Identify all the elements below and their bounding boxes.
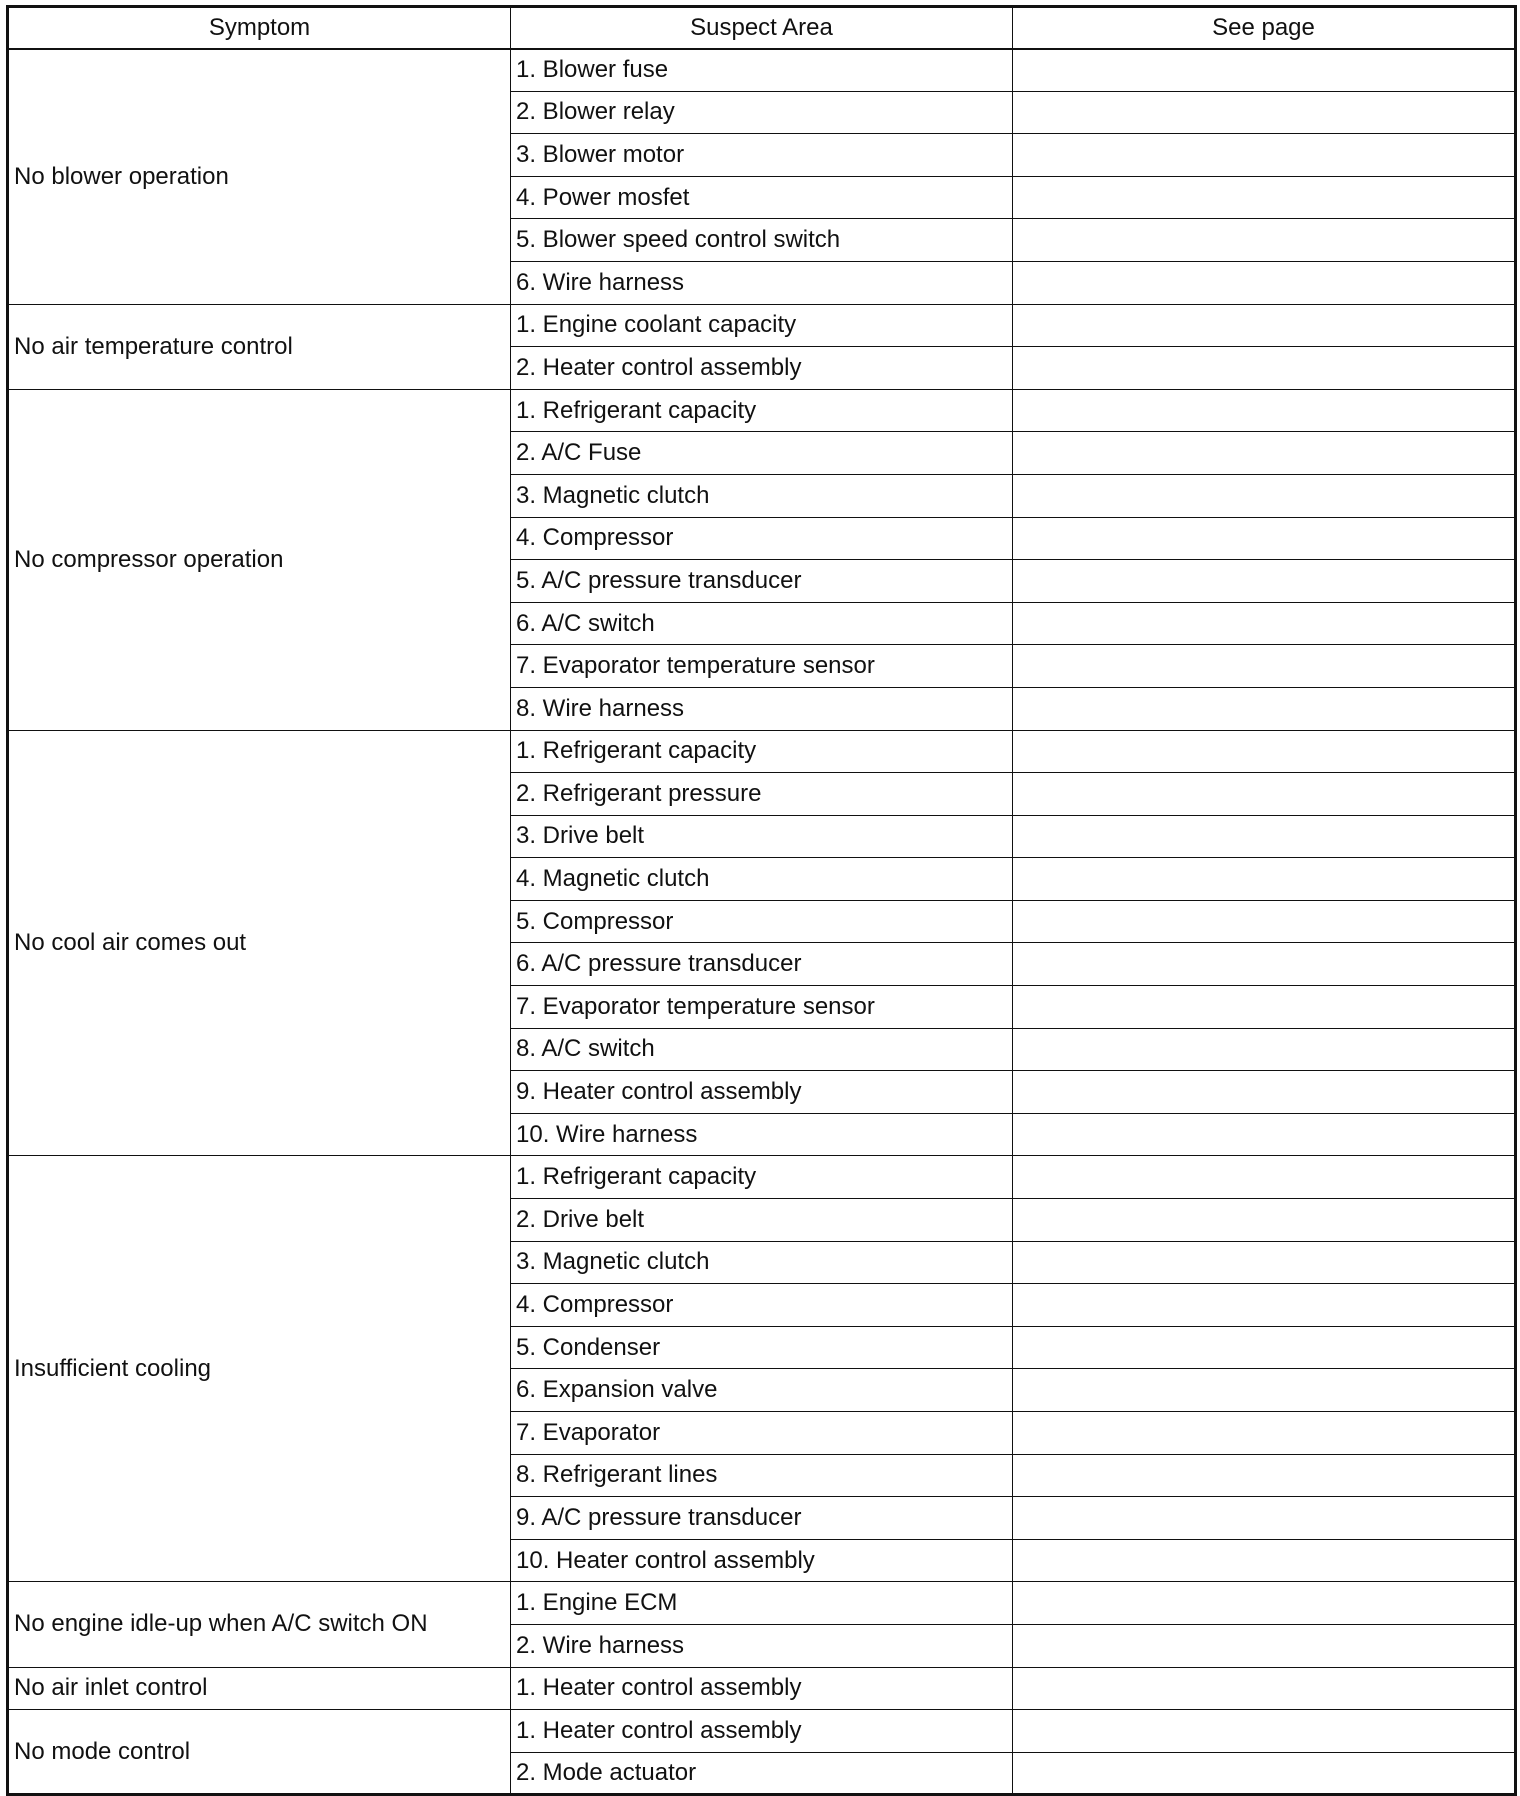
see-page-cell (1013, 1241, 1516, 1284)
suspect-area-cell: 8. A/C switch (511, 1028, 1013, 1071)
see-page-cell (1013, 1412, 1516, 1455)
table-row (8, 49, 1516, 92)
see-page-cell (1013, 49, 1516, 92)
suspect-area-cell: 4. Magnetic clutch (511, 858, 1013, 901)
suspect-area-cell: 1. Heater control assembly (511, 1667, 1013, 1710)
suspect-area-cell: 10. Wire harness (511, 1113, 1013, 1156)
see-page-cell (1013, 1752, 1516, 1795)
suspect-area-cell: 1. Refrigerant capacity (511, 389, 1013, 432)
see-page-cell (1013, 1113, 1516, 1156)
table-row (8, 304, 1516, 347)
see-page-cell (1013, 858, 1516, 901)
suspect-area-cell: 7. Evaporator temperature sensor (511, 645, 1013, 688)
symptom-cell: No compressor operation (8, 389, 511, 730)
see-page-cell (1013, 432, 1516, 475)
see-page-cell (1013, 1284, 1516, 1327)
header-see-page: See page (1013, 7, 1516, 49)
suspect-area-cell: 5. Condenser (511, 1326, 1013, 1369)
see-page-cell (1013, 134, 1516, 177)
see-page-cell (1013, 1582, 1516, 1625)
suspect-area-cell: 4. Compressor (511, 517, 1013, 560)
see-page-cell (1013, 730, 1516, 773)
suspect-area-cell: 1. Refrigerant capacity (511, 730, 1013, 773)
suspect-area-cell: 6. Expansion valve (511, 1369, 1013, 1412)
table-header (8, 7, 1516, 49)
suspect-area-cell: 5. A/C pressure transducer (511, 560, 1013, 603)
suspect-area-cell: 3. Magnetic clutch (511, 1241, 1013, 1284)
suspect-area-cell: 8. Wire harness (511, 687, 1013, 730)
see-page-cell (1013, 474, 1516, 517)
see-page-cell (1013, 219, 1516, 262)
table-row (8, 1710, 1516, 1753)
see-page-cell (1013, 1624, 1516, 1667)
see-page-cell (1013, 986, 1516, 1029)
see-page-cell (1013, 304, 1516, 347)
suspect-area-cell: 4. Compressor (511, 1284, 1013, 1327)
see-page-cell (1013, 1454, 1516, 1497)
table-body (8, 49, 1516, 1795)
table-row (8, 1156, 1516, 1199)
symptom-cell: No air temperature control (8, 304, 511, 389)
see-page-cell (1013, 176, 1516, 219)
header-suspect-area: Suspect Area (511, 7, 1013, 49)
suspect-area-cell: 2. A/C Fuse (511, 432, 1013, 475)
header-symptom: Symptom (8, 7, 511, 49)
suspect-area-cell: 7. Evaporator (511, 1412, 1013, 1455)
suspect-area-cell: 1. Engine ECM (511, 1582, 1013, 1625)
see-page-cell (1013, 389, 1516, 432)
suspect-area-cell: 2. Drive belt (511, 1199, 1013, 1242)
symptom-cell: No engine idle-up when A/C switch ON (8, 1582, 511, 1667)
suspect-area-cell: 2. Heater control assembly (511, 347, 1013, 390)
table-row (8, 1667, 1516, 1710)
see-page-cell (1013, 1071, 1516, 1114)
see-page-cell (1013, 645, 1516, 688)
troubleshooting-table (6, 5, 1517, 1796)
suspect-area-cell: 1. Heater control assembly (511, 1710, 1013, 1753)
suspect-area-cell: 2. Wire harness (511, 1624, 1013, 1667)
symptom-cell: No cool air comes out (8, 730, 511, 1156)
suspect-area-cell: 1. Blower fuse (511, 49, 1013, 92)
see-page-cell (1013, 517, 1516, 560)
suspect-area-cell: 1. Refrigerant capacity (511, 1156, 1013, 1199)
see-page-cell (1013, 1667, 1516, 1710)
see-page-cell (1013, 773, 1516, 816)
see-page-cell (1013, 1156, 1516, 1199)
suspect-area-cell: 5. Compressor (511, 900, 1013, 943)
see-page-cell (1013, 261, 1516, 304)
header-row (8, 7, 1516, 49)
symptom-cell: No air inlet control (8, 1667, 511, 1710)
see-page-cell (1013, 1497, 1516, 1540)
see-page-cell (1013, 900, 1516, 943)
suspect-area-cell: 7. Evaporator temperature sensor (511, 986, 1013, 1029)
suspect-area-cell: 5. Blower speed control switch (511, 219, 1013, 262)
table-row (8, 730, 1516, 773)
suspect-area-cell: 6. A/C pressure transducer (511, 943, 1013, 986)
suspect-area-cell: 2. Blower relay (511, 91, 1013, 134)
symptom-cell: No blower operation (8, 49, 511, 305)
suspect-area-cell: 9. A/C pressure transducer (511, 1497, 1013, 1540)
suspect-area-cell: 4. Power mosfet (511, 176, 1013, 219)
suspect-area-cell: 2. Refrigerant pressure (511, 773, 1013, 816)
see-page-cell (1013, 91, 1516, 134)
symptom-cell: Insufficient cooling (8, 1156, 511, 1582)
see-page-cell (1013, 1539, 1516, 1582)
see-page-cell (1013, 347, 1516, 390)
suspect-area-cell: 8. Refrigerant lines (511, 1454, 1013, 1497)
see-page-cell (1013, 1028, 1516, 1071)
suspect-area-cell: 2. Mode actuator (511, 1752, 1013, 1795)
suspect-area-cell: 10. Heater control assembly (511, 1539, 1013, 1582)
table-row (8, 389, 1516, 432)
suspect-area-cell: 3. Magnetic clutch (511, 474, 1013, 517)
suspect-area-cell: 6. Wire harness (511, 261, 1013, 304)
see-page-cell (1013, 687, 1516, 730)
see-page-cell (1013, 943, 1516, 986)
see-page-cell (1013, 602, 1516, 645)
suspect-area-cell: 1. Engine coolant capacity (511, 304, 1013, 347)
see-page-cell (1013, 560, 1516, 603)
see-page-cell (1013, 1326, 1516, 1369)
see-page-cell (1013, 815, 1516, 858)
see-page-cell (1013, 1199, 1516, 1242)
see-page-cell (1013, 1710, 1516, 1753)
symptom-cell: No mode control (8, 1710, 511, 1795)
suspect-area-cell: 9. Heater control assembly (511, 1071, 1013, 1114)
suspect-area-cell: 3. Blower motor (511, 134, 1013, 177)
table-row (8, 1582, 1516, 1625)
suspect-area-cell: 3. Drive belt (511, 815, 1013, 858)
see-page-cell (1013, 1369, 1516, 1412)
suspect-area-cell: 6. A/C switch (511, 602, 1013, 645)
